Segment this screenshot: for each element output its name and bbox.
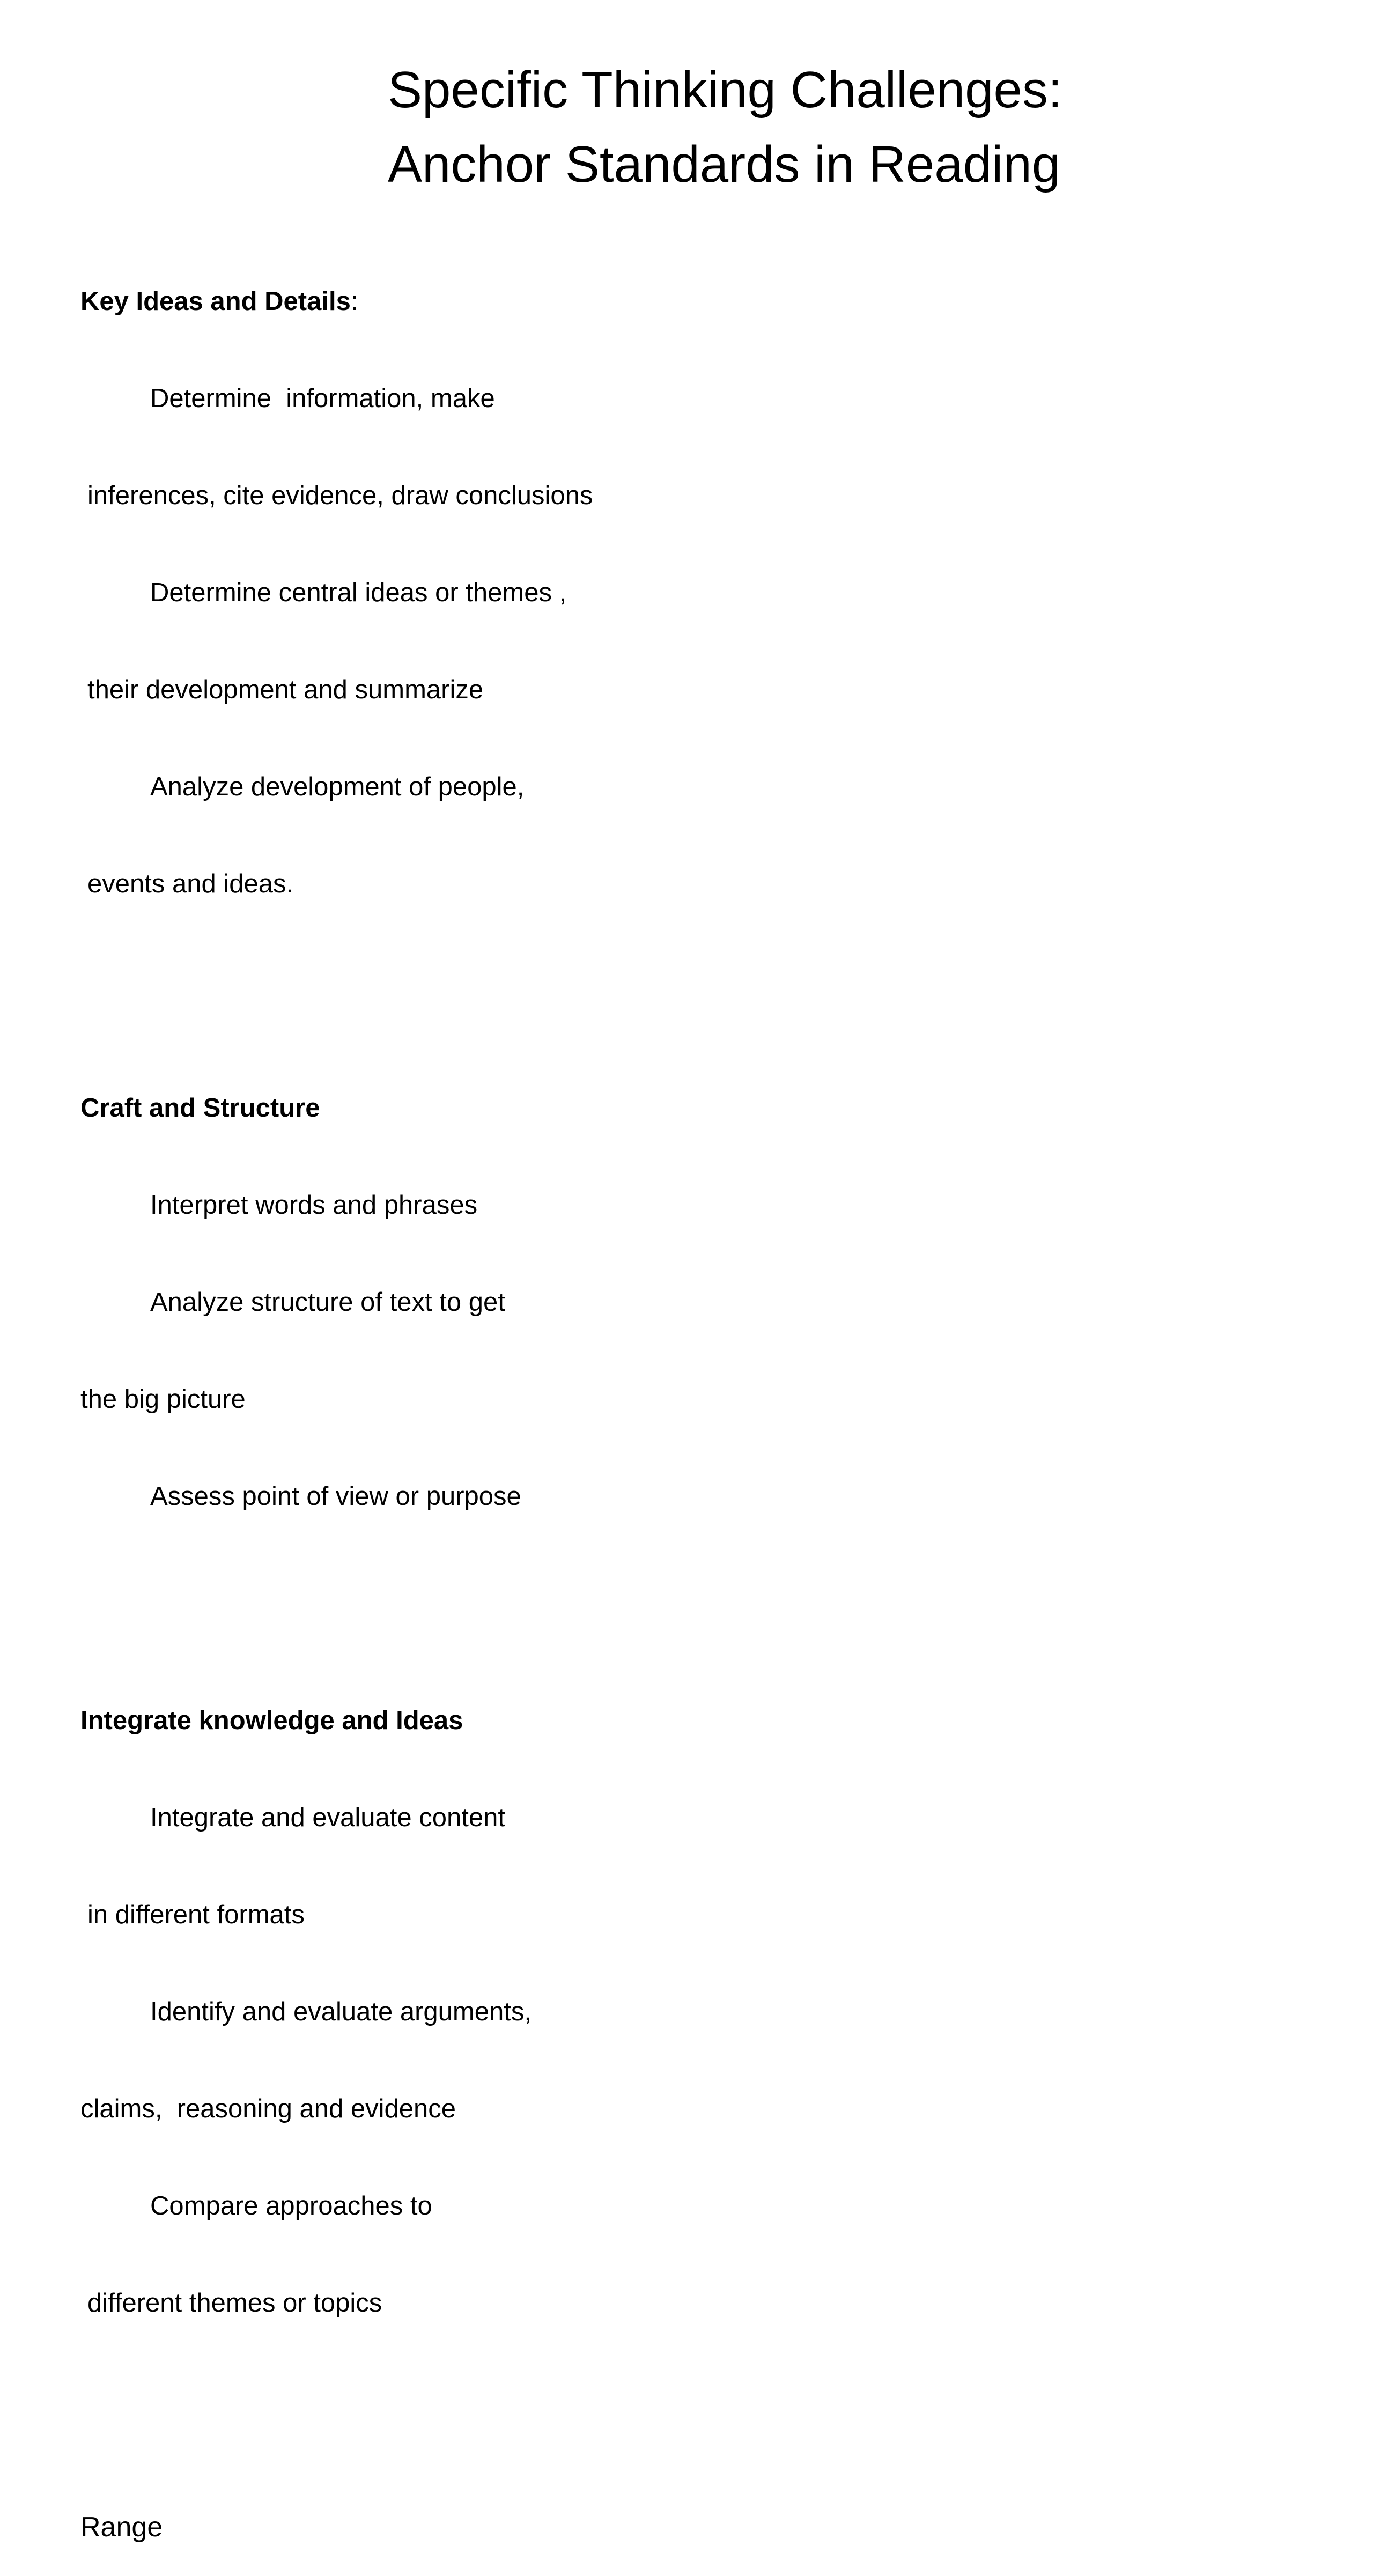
body-line: Compare approaches to xyxy=(150,2191,432,2220)
body-line: Integrate and evaluate content xyxy=(150,1803,506,1832)
section-heading-craft-structure: Craft and Structure xyxy=(80,1094,320,1123)
blank-line xyxy=(80,1575,724,1612)
body-line: in different formats xyxy=(87,1900,305,1929)
blank-line xyxy=(80,2382,724,2419)
blank-line xyxy=(80,963,724,1000)
body-line: Identify and evaluate arguments, xyxy=(150,1997,532,2026)
range-text: Range xyxy=(80,2512,163,2543)
body-line: Analyze development of people, xyxy=(150,772,525,801)
slide-title-line-1: Specific Thinking Challenges: xyxy=(388,61,1062,119)
slide-body xyxy=(80,193,724,2576)
section-heading-key-ideas: Key Ideas and Details: xyxy=(80,287,358,316)
body-line: Assess point of view or purpose xyxy=(150,1482,521,1511)
body-line: events and ideas. xyxy=(87,869,294,898)
section-heading-integrate-knowledge: Integrate knowledge and Ideas xyxy=(80,1706,463,1735)
body-line: their development and summarize xyxy=(87,675,484,704)
body-line: Interpret words and phrases xyxy=(150,1191,478,1220)
body-line: claims, reasoning and evidence xyxy=(80,2094,456,2123)
body-line: different themes or topics xyxy=(87,2289,382,2317)
body-line: Determine information, make xyxy=(150,384,495,413)
body-line: Determine central ideas or themes , xyxy=(150,578,567,607)
body-line: the big picture xyxy=(80,1385,246,1414)
slide-title-line-2: Anchor Standards in Reading xyxy=(388,136,1061,193)
slide-title xyxy=(388,53,1192,202)
body-line: inferences, cite evidence, draw conclusions xyxy=(87,481,593,510)
body-line: Analyze structure of text to get xyxy=(150,1288,505,1317)
